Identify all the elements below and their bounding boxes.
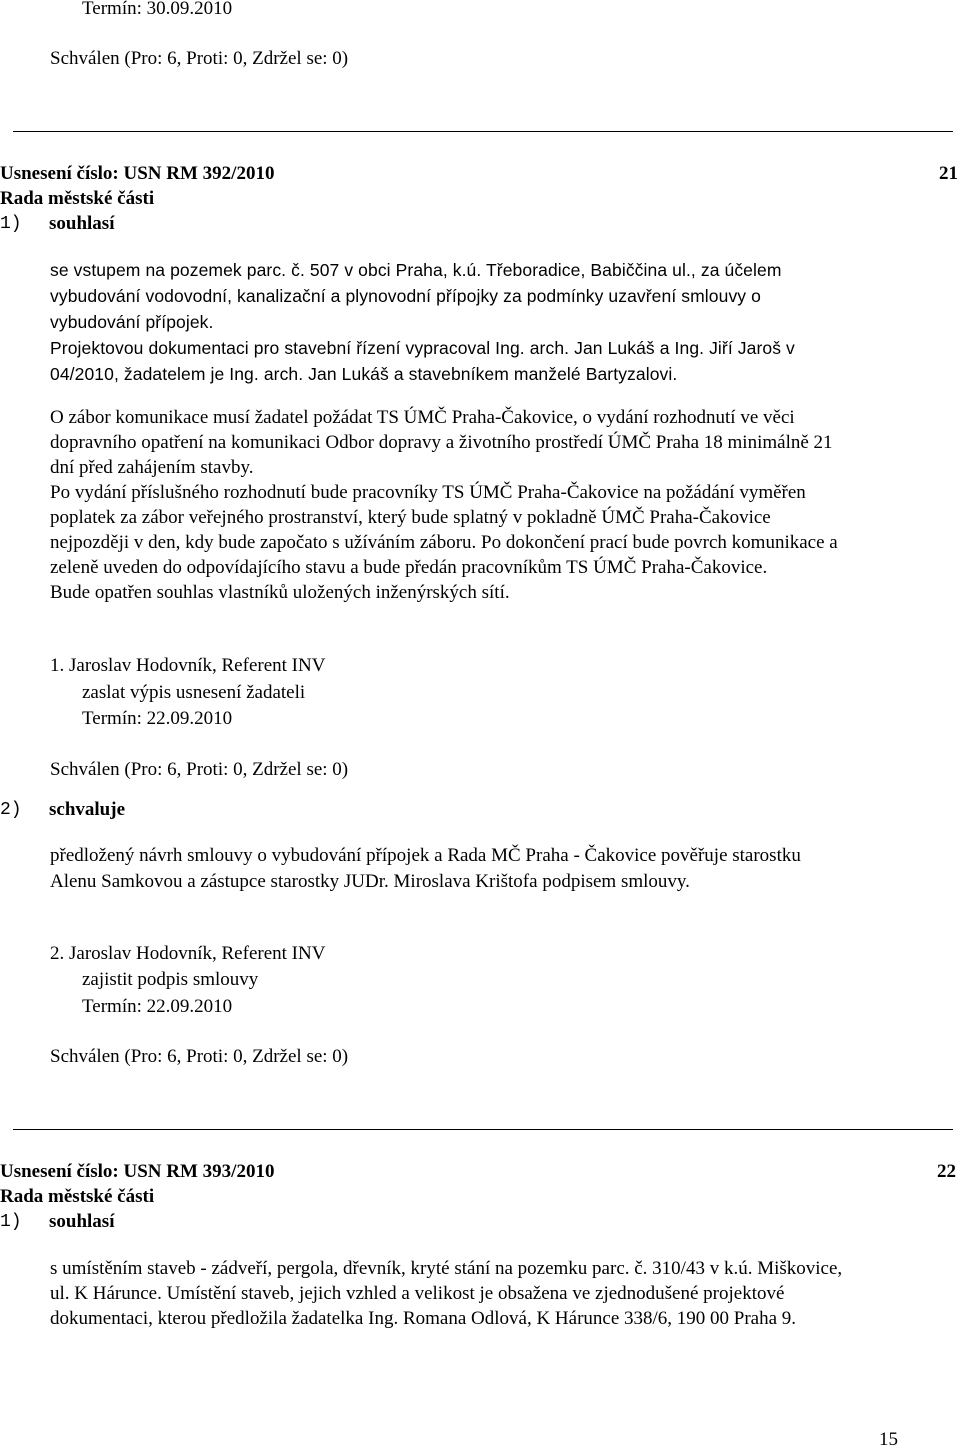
- text-line: nejpozději v den, kdy bude započato s užíváním záboru. Po dokončení prací bude povrch komunikace a: [50, 532, 838, 553]
- text-line: ul. K Hárunce. Umístění staveb, jejich vzhled a velikost je obsažena ve zjednodušené projektové: [50, 1283, 785, 1304]
- schvalen-top: Schválen (Pro: 6, Proti: 0, Zdržel se: 0): [50, 48, 349, 69]
- text-line: 04/2010, žadatelem je Ing. arch. Jan Lukáš a stavebníkem manželé Bartyzalovi.: [50, 364, 678, 384]
- text-line: dopravního opatření na komunikaci Odbor dopravy a životního prostředí ÚMČ Praha 18 minimálně 21: [50, 432, 833, 453]
- point-verb: souhlasí: [49, 1211, 115, 1232]
- page-number: 15: [879, 1429, 898, 1450]
- task-description: zajistit podpis smlouvy: [82, 969, 259, 990]
- text-line: vybudování přípojek.: [50, 312, 214, 332]
- vote-result: Schválen (Pro: 6, Proti: 0, Zdržel se: 0): [50, 1046, 349, 1067]
- text-line: zeleně uveden do odpovídajícího stavu a bude předán pracovníkům TS ÚMČ Praha-Čakovice.: [50, 557, 768, 578]
- separator-line: [13, 131, 953, 132]
- separator-line: [13, 1129, 953, 1130]
- text-line: předložený návrh smlouvy o vybudování přípojek a Rada MČ Praha - Čakovice pověřuje starostku: [50, 845, 801, 866]
- task-deadline: Termín: 22.09.2010: [82, 996, 233, 1017]
- text-line: dní před zahájením stavby.: [50, 457, 254, 478]
- point-verb: schvaluje: [49, 799, 125, 820]
- termin-top: Termín: 30.09.2010: [82, 0, 233, 19]
- resolution-title: Usnesení číslo: USN RM 393/2010: [0, 1161, 275, 1182]
- issuing-body: Rada městské části: [0, 188, 155, 209]
- text-line: poplatek za zábor veřejného prostranství, který bude splatný v pokladně ÚMČ Praha-Čakovice: [50, 507, 771, 528]
- point-number: 1): [0, 1212, 22, 1232]
- task-assignee: 2. Jaroslav Hodovník, Referent INV: [50, 943, 326, 964]
- resolution-number: 22: [937, 1161, 956, 1182]
- task-description: zaslat výpis usnesení žadateli: [82, 682, 306, 703]
- vote-result: Schválen (Pro: 6, Proti: 0, Zdržel se: 0): [50, 759, 349, 780]
- text-line: s umístěním staveb - zádveří, pergola, dřevník, kryté stání na pozemku parc. č. 310/43 v k.ú. Miškovice,: [50, 1258, 843, 1279]
- text-line: O zábor komunikace musí žadatel požádat TS ÚMČ Praha-Čakovice, o vydání rozhodnutí ve věci: [50, 407, 795, 428]
- text-line: se vstupem na pozemek parc. č. 507 v obci Praha, k.ú. Třeboradice, Babiččina ul., za účelem: [50, 260, 782, 280]
- point-verb: souhlasí: [49, 213, 115, 234]
- issuing-body: Rada městské části: [0, 1186, 155, 1207]
- task-assignee: 1. Jaroslav Hodovník, Referent INV: [50, 655, 326, 676]
- text-line: vybudování vodovodní, kanalizační a plynovodní přípojky za podmínky uzavření smlouvy o: [50, 286, 761, 306]
- resolution-title: Usnesení číslo: USN RM 392/2010: [0, 163, 275, 184]
- text-line: Po vydání příslušného rozhodnutí bude pracovníky TS ÚMČ Praha-Čakovice na požádání vyměřen: [50, 482, 806, 503]
- text-line: Bude opatřen souhlas vlastníků uložených inženýrských sítí.: [50, 582, 510, 603]
- task-deadline: Termín: 22.09.2010: [82, 708, 233, 729]
- point-number: 1): [0, 214, 22, 234]
- point-number: 2): [0, 800, 22, 820]
- text-line: Projektovou dokumentaci pro stavební řízení vypracoval Ing. arch. Jan Lukáš a Ing. Jiří Jaroš v: [50, 338, 795, 358]
- resolution-number: 21: [939, 163, 958, 184]
- text-line: Alenu Samkovou a zástupce starostky JUDr. Miroslava Krištofa podpisem smlouvy.: [50, 871, 690, 892]
- text-line: dokumentaci, kterou předložila žadatelka Ing. Romana Odlová, K Hárunce 338/6, 190 00 Praha 9.: [50, 1308, 797, 1329]
